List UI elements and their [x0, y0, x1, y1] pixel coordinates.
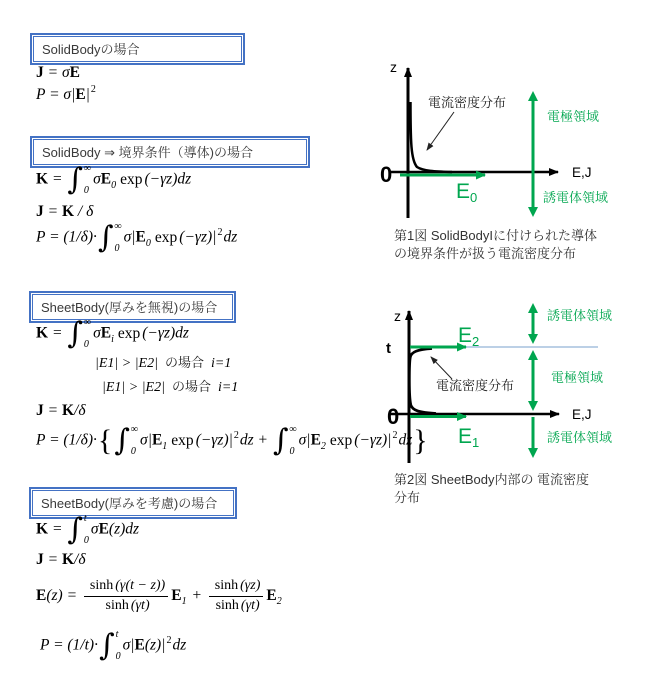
figure2-diagram [380, 295, 649, 475]
formula-j-k-delta-sheet: J = K/δ [36, 402, 86, 419]
thickness-label: t [386, 340, 391, 357]
heading-sheetbody-thick: SheetBody(厚みを考慮)の場合 [32, 490, 234, 516]
annotation-label: 電流密度分布 [428, 95, 507, 110]
origin-label: 0 [380, 162, 393, 187]
formula-power-solidbody: $P = \sigma|E|^2$ [36, 84, 96, 103]
figure1-caption-line2: の境界条件が扱う電流密度分布 [394, 245, 577, 261]
annotation-pointer-icon [431, 357, 452, 379]
formula-power-thick: P = (1/t)· ∫ t 0 $\sigma|E(z)|^2dz$ [40, 628, 187, 664]
figure1-caption [394, 227, 597, 262]
z-axis-label: z [394, 308, 401, 324]
ej-axis-label: E,J [572, 165, 592, 180]
dielectric-region-top-label: 誘電体領域 [547, 308, 613, 323]
formula-k-thick: K = ∫ t 0 σE(z)dz [36, 512, 140, 548]
arrowhead-down-icon [528, 207, 538, 217]
current-density-curve [411, 102, 453, 172]
e0-field-label: E0 [456, 180, 478, 205]
arrowhead-up-icon [528, 303, 538, 313]
electrode-region-label: 電極領域 [551, 370, 604, 385]
figure2-caption [394, 471, 589, 506]
arrowhead-down-icon [528, 401, 538, 411]
heading-box-solidbody [30, 33, 245, 65]
figure1-caption-line1: 第1図 SolidBodyIに付けられた導体 [394, 228, 597, 243]
arrowhead-down-icon [528, 334, 538, 344]
electrode-region-label: 電極領域 [547, 109, 600, 124]
formula-power-sheet-thin: P = (1/δ)·{ ∫ ∞ 0 $\sigma|E_1$ $\exp (-\gamma z)|^2dz$ + ∫ ∞ 0 $\sigma|E_2$ $\exp (-\gamma z)|^2dz$} [36, 423, 428, 459]
formula-power-boundary: P = (1/δ)· ∫ ∞ 0 $\sigma|E_0$ $\exp (-\gamma z)|^2dz$ [36, 220, 238, 256]
origin-label: 0 [387, 404, 400, 429]
heading-boundary: SolidBody ⇒ 境界条件（導体)の場合 [33, 139, 307, 165]
figure2-caption-line1: 第2図 SheetBody内部の 電流密度 [394, 472, 590, 487]
arrowhead-up-icon [528, 350, 538, 360]
formula-field-distribution: E(z) = $\frac{\sinh (\gamma(t - z))}{\sinh (\gamma t)}$ $E_1$ + $\frac{\sinh (\gamma z)}{\sinh (\gamma t)}$ $E_2$ [36, 578, 282, 613]
arrowhead-down-icon [528, 448, 538, 458]
e1-field-label: E1 [458, 425, 480, 450]
dielectric-region-label: 誘電体領域 [543, 190, 609, 205]
dielectric-region-bottom-label: 誘電体領域 [547, 430, 613, 445]
annotation-pointer-icon [427, 112, 454, 150]
formula-condition-2: |E1| > |E2| の場合 i=1 [102, 379, 239, 395]
formula-k-sheet: K = ∫ ∞ 0 $\sigma E_i$ exp (−γz)dz [36, 316, 189, 352]
figure2-caption-line2: 分布 [394, 489, 421, 505]
arrowhead-up-icon [528, 91, 538, 101]
ej-axis-label: E,J [572, 407, 592, 422]
formula-current-density: J = σE [36, 64, 80, 81]
z-axis-label: z [390, 59, 397, 75]
heading-solidbody: SolidBodyの場合 [33, 36, 242, 62]
annotation-label: 電流密度分布 [436, 378, 515, 393]
formula-j-k-delta: J = K / δ [36, 203, 94, 220]
e2-field-label: E2 [458, 324, 480, 349]
figure1-diagram [380, 50, 649, 228]
heading-sheetbody-thin: SheetBody(厚みを無視)の場合 [32, 294, 233, 320]
formula-sheet-current-k: K = ∫ ∞ 0 $\sigma E_0$ exp (−γz)dz [36, 162, 192, 198]
formula-condition-1: |E1| > |E2| の場合 i=1 [95, 355, 232, 371]
formula-j-k-delta-thick: J = K/δ [36, 551, 86, 568]
